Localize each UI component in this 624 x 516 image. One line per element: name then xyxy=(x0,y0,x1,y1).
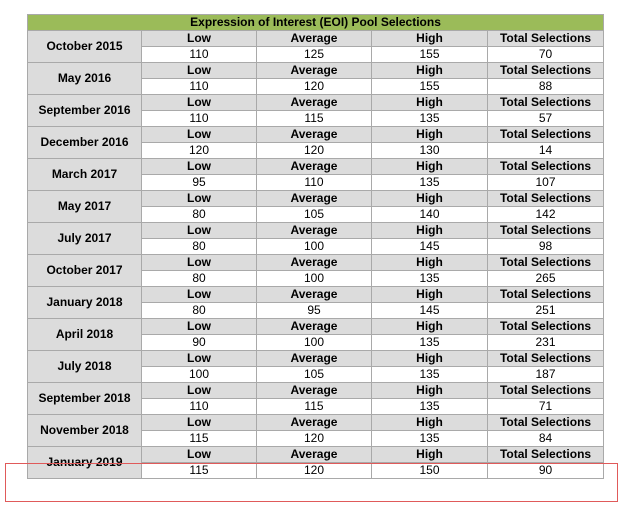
value-low: 115 xyxy=(142,463,257,479)
header-row xyxy=(28,191,604,207)
header-total-selections: Total Selections xyxy=(488,223,604,239)
row-date: January 2018 xyxy=(28,287,142,319)
value-total-selections: 84 xyxy=(488,431,604,447)
value-high: 155 xyxy=(372,79,488,95)
value-low: 80 xyxy=(142,271,257,287)
header-total-selections: Total Selections xyxy=(488,31,604,47)
value-high: 145 xyxy=(372,239,488,255)
header-row xyxy=(28,159,604,175)
header-average: Average xyxy=(257,415,372,431)
header-average: Average xyxy=(257,319,372,335)
header-total-selections: Total Selections xyxy=(488,255,604,271)
header-average: Average xyxy=(257,63,372,79)
value-total-selections: 251 xyxy=(488,303,604,319)
row-date: October 2015 xyxy=(28,31,142,63)
header-average: Average xyxy=(257,383,372,399)
value-total-selections: 142 xyxy=(488,207,604,223)
value-low: 110 xyxy=(142,111,257,127)
row-date: December 2016 xyxy=(28,127,142,159)
row-date: April 2018 xyxy=(28,319,142,351)
value-total-selections: 14 xyxy=(488,143,604,159)
header-total-selections: Total Selections xyxy=(488,191,604,207)
value-high: 135 xyxy=(372,367,488,383)
header-total-selections: Total Selections xyxy=(488,447,604,463)
value-high: 150 xyxy=(372,463,488,479)
value-total-selections: 231 xyxy=(488,335,604,351)
value-total-selections: 71 xyxy=(488,399,604,415)
value-high: 145 xyxy=(372,303,488,319)
value-average: 120 xyxy=(257,143,372,159)
header-total-selections: Total Selections xyxy=(488,127,604,143)
value-low: 115 xyxy=(142,431,257,447)
value-low: 80 xyxy=(142,303,257,319)
value-average: 105 xyxy=(257,367,372,383)
value-total-selections: 88 xyxy=(488,79,604,95)
header-row xyxy=(28,287,604,303)
value-average: 120 xyxy=(257,431,372,447)
header-low: Low xyxy=(142,255,257,271)
value-average: 125 xyxy=(257,47,372,63)
row-date: September 2018 xyxy=(28,383,142,415)
header-row xyxy=(28,63,604,79)
header-high: High xyxy=(372,447,488,463)
value-low: 90 xyxy=(142,335,257,351)
header-high: High xyxy=(372,351,488,367)
header-low: Low xyxy=(142,351,257,367)
value-low: 120 xyxy=(142,143,257,159)
header-low: Low xyxy=(142,31,257,47)
header-average: Average xyxy=(257,191,372,207)
row-date: May 2016 xyxy=(28,63,142,95)
header-total-selections: Total Selections xyxy=(488,415,604,431)
header-row xyxy=(28,447,604,463)
header-high: High xyxy=(372,223,488,239)
value-high: 135 xyxy=(372,175,488,191)
value-low: 110 xyxy=(142,47,257,63)
value-high: 135 xyxy=(372,111,488,127)
value-high: 135 xyxy=(372,399,488,415)
value-high: 155 xyxy=(372,47,488,63)
value-low: 110 xyxy=(142,399,257,415)
value-average: 95 xyxy=(257,303,372,319)
header-total-selections: Total Selections xyxy=(488,383,604,399)
header-low: Low xyxy=(142,383,257,399)
header-low: Low xyxy=(142,191,257,207)
header-total-selections: Total Selections xyxy=(488,351,604,367)
value-average: 110 xyxy=(257,175,372,191)
header-average: Average xyxy=(257,287,372,303)
value-total-selections: 265 xyxy=(488,271,604,287)
header-average: Average xyxy=(257,95,372,111)
header-low: Low xyxy=(142,159,257,175)
value-low: 100 xyxy=(142,367,257,383)
header-average: Average xyxy=(257,31,372,47)
value-low: 95 xyxy=(142,175,257,191)
header-total-selections: Total Selections xyxy=(488,287,604,303)
header-high: High xyxy=(372,287,488,303)
value-average: 100 xyxy=(257,335,372,351)
value-total-selections: 187 xyxy=(488,367,604,383)
header-low: Low xyxy=(142,223,257,239)
value-high: 140 xyxy=(372,207,488,223)
header-row xyxy=(28,351,604,367)
header-low: Low xyxy=(142,127,257,143)
header-low: Low xyxy=(142,95,257,111)
value-average: 105 xyxy=(257,207,372,223)
header-row xyxy=(28,127,604,143)
header-total-selections: Total Selections xyxy=(488,159,604,175)
header-row xyxy=(28,319,604,335)
header-low: Low xyxy=(142,63,257,79)
value-average: 115 xyxy=(257,399,372,415)
value-total-selections: 107 xyxy=(488,175,604,191)
header-high: High xyxy=(372,191,488,207)
value-low: 110 xyxy=(142,79,257,95)
header-total-selections: Total Selections xyxy=(488,319,604,335)
eoi-table-container xyxy=(27,14,603,479)
header-high: High xyxy=(372,159,488,175)
header-average: Average xyxy=(257,351,372,367)
header-high: High xyxy=(372,127,488,143)
header-row xyxy=(28,383,604,399)
value-total-selections: 57 xyxy=(488,111,604,127)
header-high: High xyxy=(372,95,488,111)
row-date: July 2018 xyxy=(28,351,142,383)
header-row xyxy=(28,95,604,111)
header-high: High xyxy=(372,383,488,399)
header-average: Average xyxy=(257,223,372,239)
header-total-selections: Total Selections xyxy=(488,95,604,111)
eoi-pool-selections-table xyxy=(27,14,604,479)
value-average: 120 xyxy=(257,79,372,95)
header-low: Low xyxy=(142,447,257,463)
row-date: January 2019 xyxy=(28,447,142,479)
header-average: Average xyxy=(257,127,372,143)
header-low: Low xyxy=(142,287,257,303)
value-total-selections: 98 xyxy=(488,239,604,255)
value-high: 135 xyxy=(372,271,488,287)
row-date: October 2017 xyxy=(28,255,142,287)
value-average: 120 xyxy=(257,463,372,479)
header-average: Average xyxy=(257,255,372,271)
row-date: November 2018 xyxy=(28,415,142,447)
table-title: Expression of Interest (EOI) Pool Selections xyxy=(28,15,604,31)
row-date: July 2017 xyxy=(28,223,142,255)
value-average: 100 xyxy=(257,239,372,255)
header-total-selections: Total Selections xyxy=(488,63,604,79)
value-high: 135 xyxy=(372,431,488,447)
value-low: 80 xyxy=(142,207,257,223)
value-average: 100 xyxy=(257,271,372,287)
row-date: September 2016 xyxy=(28,95,142,127)
value-average: 115 xyxy=(257,111,372,127)
header-high: High xyxy=(372,319,488,335)
header-high: High xyxy=(372,255,488,271)
header-low: Low xyxy=(142,415,257,431)
header-high: High xyxy=(372,415,488,431)
row-date: March 2017 xyxy=(28,159,142,191)
value-total-selections: 90 xyxy=(488,463,604,479)
header-row xyxy=(28,415,604,431)
row-date: May 2017 xyxy=(28,191,142,223)
value-low: 80 xyxy=(142,239,257,255)
header-row xyxy=(28,223,604,239)
header-row xyxy=(28,31,604,47)
header-average: Average xyxy=(257,447,372,463)
header-low: Low xyxy=(142,319,257,335)
value-high: 130 xyxy=(372,143,488,159)
header-average: Average xyxy=(257,159,372,175)
header-high: High xyxy=(372,63,488,79)
value-total-selections: 70 xyxy=(488,47,604,63)
table-title-row xyxy=(28,15,604,31)
header-row xyxy=(28,255,604,271)
value-high: 135 xyxy=(372,335,488,351)
header-high: High xyxy=(372,31,488,47)
